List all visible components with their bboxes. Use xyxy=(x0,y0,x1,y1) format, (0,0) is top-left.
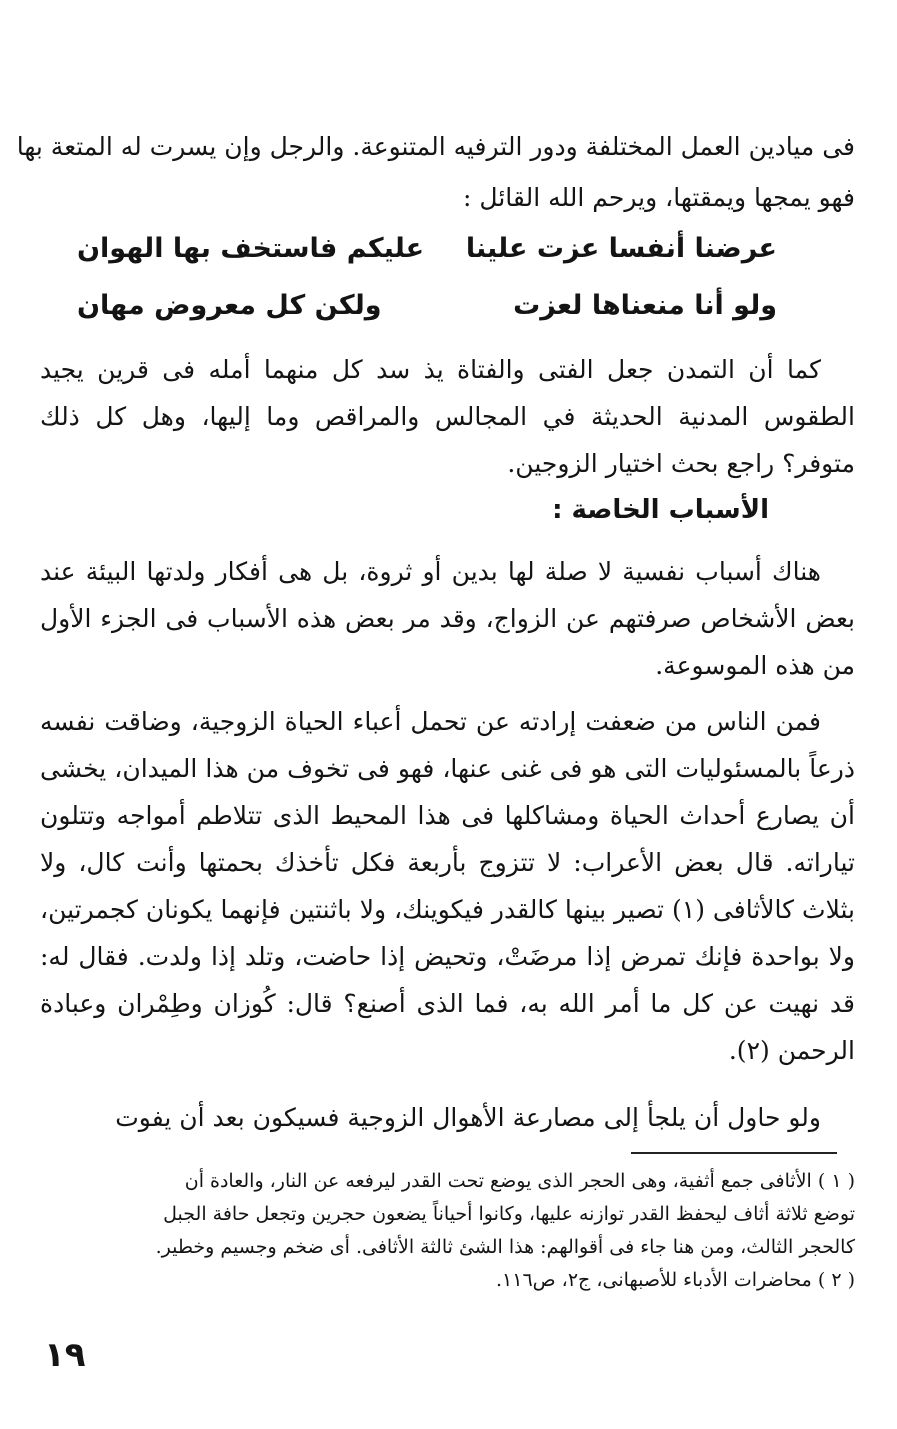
intro-line-1: فى ميادين العمل المختلفة ودور الترفيه المتنوعة. والرجل وإن يسرت له المتعة بها xyxy=(16,132,855,161)
footnote-line: ( ٢ ) محاضرات الأدباء للأصبهانى، ج٢، ص١١٦. xyxy=(496,1269,855,1291)
paragraph-2: هناك أسباب نفسية لا صلة لها بدين أو ثروة، بل هى أفكار ولدتها البيئة عند بعض الأشخاص صرفتهم عن الزواج، وقد مر بعض هذه الأسباب فى الجزء الأول من هذه الموسوعة. xyxy=(40,557,855,680)
footnote-line: توضع ثلاثة أثاف ليحفظ القدر توازنه عليها، وكانوا أحياناً يضعون حجرين وتجعل حافة الجبل xyxy=(163,1203,855,1225)
footnote-divider xyxy=(631,1152,837,1154)
section-heading: الأسباب الخاصة : xyxy=(552,495,769,525)
intro-line-2: فهو يمجها ويمقتها، ويرحم الله القائل : xyxy=(463,183,855,212)
footnote-line: كالحجر الثالث، ومن هنا جاء فى أقوالهم: هذا الشئ ثالثة الأثافى. أى ضخم وجسيم وخطير. xyxy=(155,1236,855,1258)
verse-hemistich-second: ولكن كل معروض مهان xyxy=(77,290,382,321)
verse-row xyxy=(77,290,777,321)
last-line: ولو حاول أن يلجأ إلى مصارعة الأهوال الزوجية فسيكون بعد أن يفوت xyxy=(115,1103,821,1132)
verse-hemistich-first: عرضنا أنفسا عزت علينا xyxy=(465,233,777,264)
verse-row xyxy=(77,233,777,264)
verse-hemistich-second: عليكم فاستخف بها الهوان xyxy=(77,233,425,264)
page-number: ١٩ xyxy=(44,1335,86,1375)
footnote-line: ( ١ ) الأثافى جمع أثفية، وهى الحجر الذى يوضع تحت القدر ليرفعه عن النار، والعادة أن xyxy=(184,1170,855,1192)
paragraph-1: كما أن التمدن جعل الفتى والفتاة يذ سد كل منهما أمله فى قرين يجيد الطقوس المدنية الحديثة في المجالس والمراقص وما إليها، وهل كل ذلك متوفر؟ راجع بحث اختيار الزوجين. xyxy=(40,355,855,478)
paragraph-3: فمن الناس من ضعفت إرادته عن تحمل أعباء الحياة الزوجية، وضاقت نفسه ذرعاً بالمسئوليات التى هو فى غنى عنها، فهو فى تخوف من هذا الميدان، يخشى أن يصارع أحداث الحياة ومشاكلها فى هذا المحيط الذى تتلاطم أمواجه وتتلون تياراته. قال بعض الأعراب: لا تتزوج بأربعة فكل تأخذك بحمتها وأنت كال، ولا بثلاث كالأثافى (١) تصير بينها كالقدر فيكوينك، ولا باثنتين فإنهما يكونان كجمرتين، ولا بواحدة فإنك تمرض إذا مرضَتْ، وتحيض إذا حاضت، وتلد إذا ولدت. فقال له: قد نهيت عن كل ما أمر الله به، فما الذى أصنع؟ قال: كُوزان وطِمْران وعبادة الرحمن (٢). xyxy=(40,707,855,1065)
verse-hemistich-first: ولو أنا منعناها لعزت xyxy=(513,290,777,321)
